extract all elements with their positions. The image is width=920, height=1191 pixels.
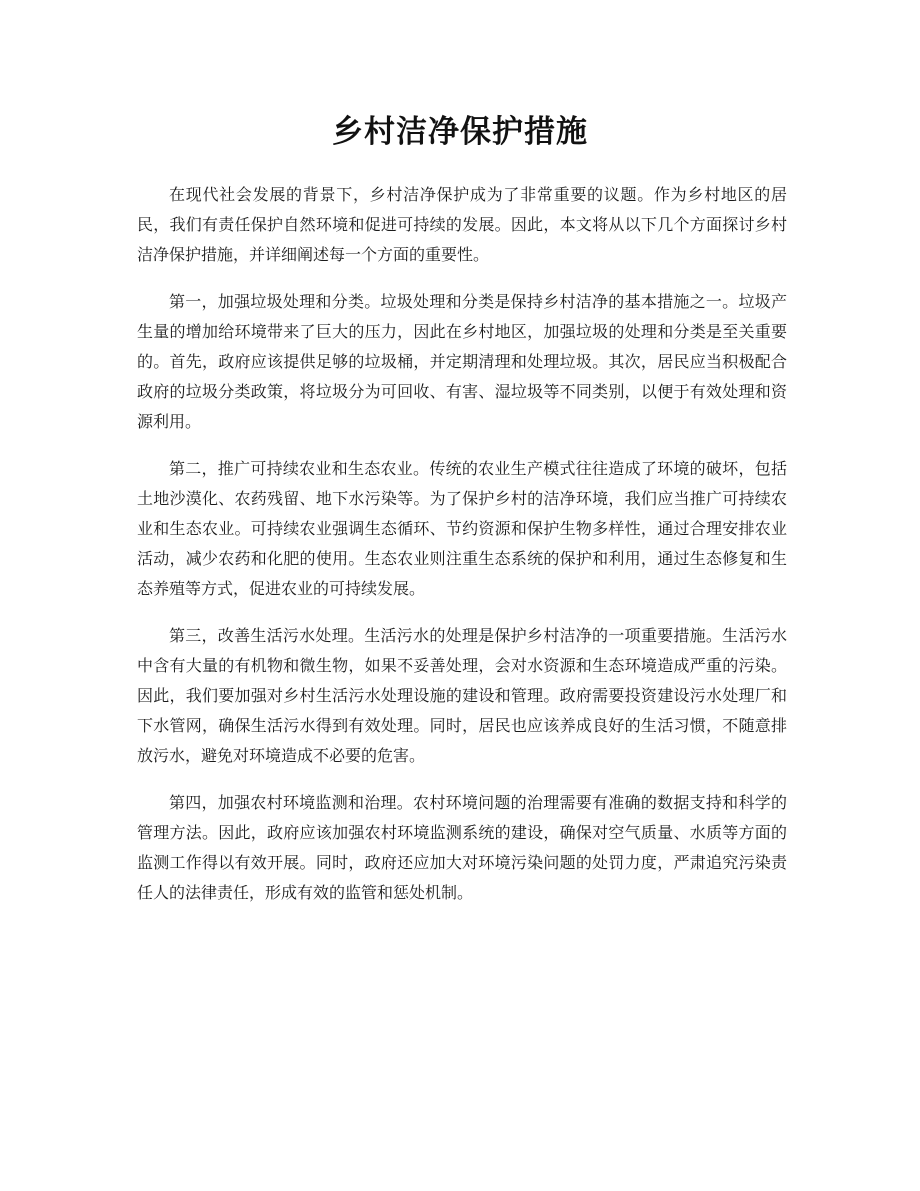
- document-title: 乡村洁净保护措施: [332, 114, 588, 150]
- paragraph-environment-monitoring: 第四，加强农村环境监测和治理。农村环境问题的治理需要有准确的数据支持和科学的管理方法。因此，政府应该加强农村环境监测系统的建设，确保对空气质量、水质等方面的监测工作得以有效开展。同时，政府还应加大对环境污染问题的处罚力度，严肃追究污染责任人的法律责任，形成有效的监管和惩处机制。: [137, 793, 787, 902]
- document-body: [137, 180, 787, 925]
- paragraph-garbage-sorting: 第一，加强垃圾处理和分类。垃圾处理和分类是保持乡村洁净的基本措施之一。垃圾产生量的增加给环境带来了巨大的压力，因此在乡村地区，加强垃圾的处理和分类是至关重要的。首先，政府应该提供足够的垃圾桶，并定期清理和处理垃圾。其次，居民应当积极配合政府的垃圾分类政策，将垃圾分为可回收、有害、湿垃圾等不同类别，以便于有效处理和资源利用。: [137, 292, 787, 431]
- paragraph-sewage-treatment: 第三，改善生活污水处理。生活污水的处理是保护乡村洁净的一项重要措施。生活污水中含有大量的有机物和微生物，如果不妥善处理，会对水资源和生态环境造成严重的污染。因此，我们要加强对乡村生活污水处理设施的建设和管理。政府需要投资建设污水处理厂和下水管网，确保生活污水得到有效处理。同时，居民也应该养成良好的生活习惯，不随意排放污水，避免对环境造成不必要的危害。: [137, 626, 787, 765]
- paragraph-sustainable-agriculture: 第二，推广可持续农业和生态农业。传统的农业生产模式往往造成了环境的破坏，包括土地沙漠化、农药残留、地下水污染等。为了保护乡村的洁净环境，我们应当推广可持续农业和生态农业。可持续农业强调生态循环、节约资源和保护生物多样性，通过合理安排农业活动，减少农药和化肥的使用。生态农业则注重生态系统的保护和利用，通过生态修复和生态养殖等方式，促进农业的可持续发展。: [137, 459, 787, 598]
- paragraph-intro: 在现代社会发展的背景下，乡村洁净保护成为了非常重要的议题。作为乡村地区的居民，我们有责任保护自然环境和促进可持续的发展。因此，本文将从以下几个方面探讨乡村洁净保护措施，并详细阐述每一个方面的重要性。: [137, 185, 787, 264]
